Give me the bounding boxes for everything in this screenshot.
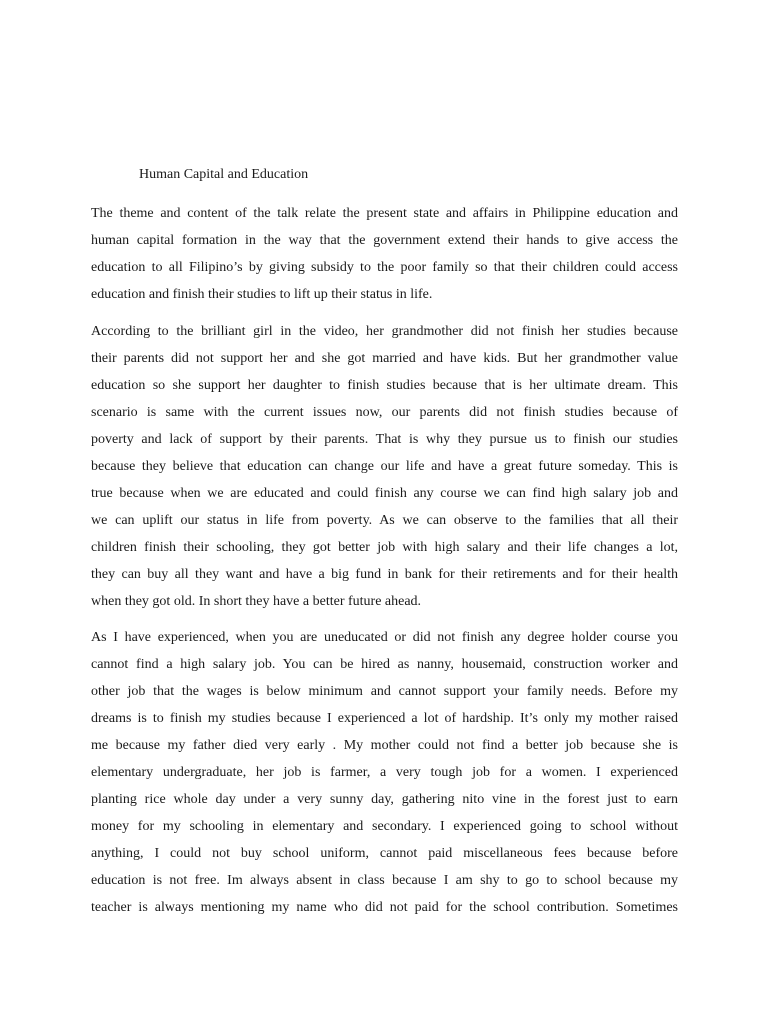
- paragraph-2-line-2: their parents did not support her and she got married and have kids. But her grandmother value: [91, 351, 678, 366]
- paragraph-2-line-1: According to the brilliant girl in the video, her grandmother did not finish her studies because: [91, 324, 678, 339]
- paragraph-3-line-2: cannot find a high salary job. You can be hired as nanny, housemaid, construction worker and: [91, 657, 678, 672]
- paragraph-1-line-1: The theme and content of the talk relate the present state and affairs in Philippine education and: [91, 206, 678, 221]
- paragraph-2-line-5: poverty and lack of support by their parents. That is why they pursue us to finish our studies: [91, 432, 678, 447]
- paragraph-2-line-4: scenario is same with the current issues now, our parents did not finish studies because of: [91, 405, 678, 420]
- paragraph-3-line-7: planting rice whole day under a very sunny day, gathering nito vine in the forest just to earn: [91, 792, 678, 807]
- paragraph-2-line-9: children finish their schooling, they got better job with high salary and their life changes a lot,: [91, 540, 678, 555]
- paragraph-3-line-6: elementary undergraduate, her job is farmer, a very tough job for a women. I experienced: [91, 765, 678, 780]
- paragraph-3-line-9: anything, I could not buy school uniform, cannot paid miscellaneous fees because before: [91, 846, 678, 861]
- document-title: Human Capital and Education: [139, 167, 309, 182]
- paragraph-3-line-4: dreams is to finish my studies because I experienced a lot of hardship. It’s only my mother raised: [91, 711, 678, 726]
- paragraph-3-line-8: money for my schooling in elementary and secondary. I experienced going to school without: [91, 819, 678, 834]
- paragraph-3-line-3: other job that the wages is below minimum and cannot support your family needs. Before my: [91, 684, 678, 699]
- paragraph-2-line-8: we can uplift our status in life from poverty. As we can observe to the families that all their: [91, 513, 678, 528]
- paragraph-2-line-7: true because when we are educated and could finish any course we can find high salary job and: [91, 486, 678, 501]
- paragraph-1-line-3: education to all Filipino’s by giving subsidy to the poor family so that their children could access: [91, 260, 678, 275]
- paragraph-3-line-11: teacher is always mentioning my name who did not paid for the school contribution. Sometimes: [91, 900, 678, 915]
- paragraph-1-line-2: human capital formation in the way that the government extend their hands to give access the: [91, 233, 678, 248]
- paragraph-2-line-6: because they believe that education can change our life and have a great future someday. This is: [91, 459, 678, 474]
- paragraph-3-line-1: As I have experienced, when you are uneducated or did not finish any degree holder course you: [91, 630, 678, 645]
- paragraph-3-line-10: education is not free. Im always absent in class because I am shy to go to school because my: [91, 873, 678, 888]
- paragraph-2-line-3: education so she support her daughter to finish studies because that is her ultimate dream. This: [91, 378, 678, 393]
- paragraph-3-line-5: me because my father died very early . My mother could not find a better job because she is: [91, 738, 678, 753]
- paragraph-1-line-4: education and finish their studies to lift up their status in life.: [91, 287, 433, 302]
- paragraph-2-line-11: when they got old. In short they have a better future ahead.: [91, 594, 422, 609]
- paragraph-2-line-10: they can buy all they want and have a big fund in bank for their retirements and for their health: [91, 567, 678, 582]
